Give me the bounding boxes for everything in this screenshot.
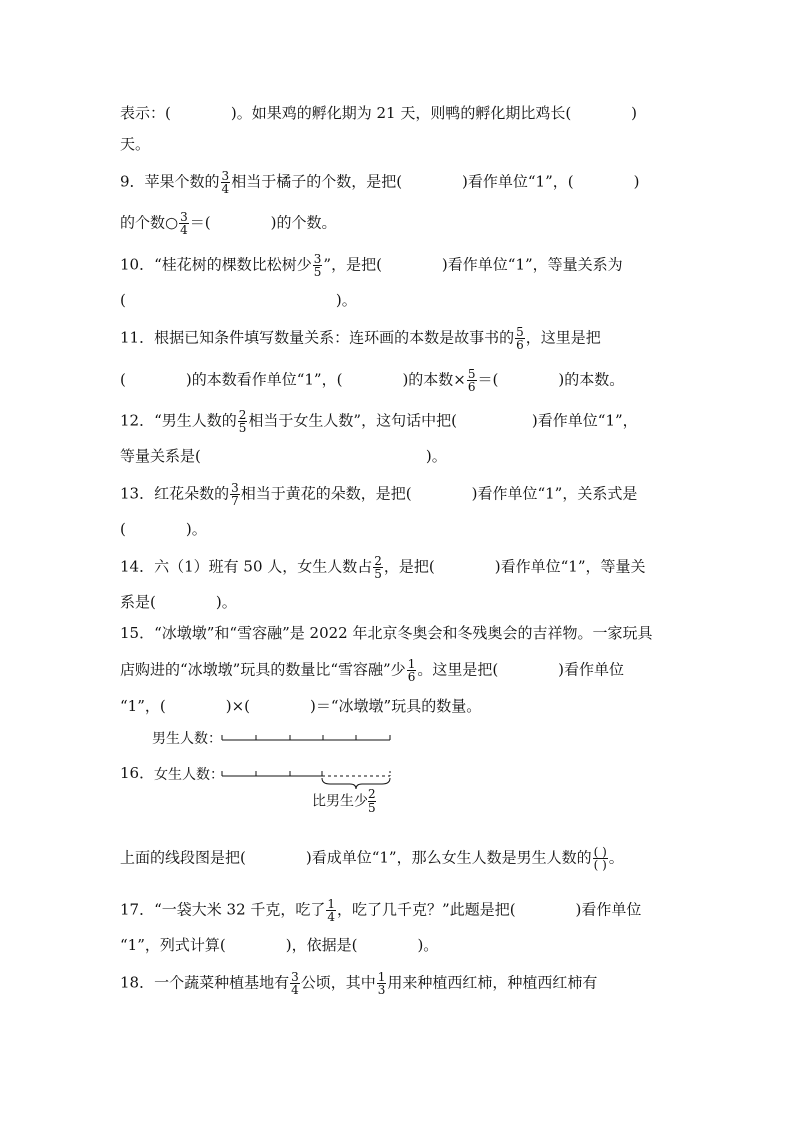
- numerator: 3: [221, 169, 230, 183]
- text: 17．“一袋大米 32 千克，吃了: [120, 900, 326, 919]
- text: ，这里是把: [525, 328, 601, 347]
- text: ( )的本数看作单位“1”，( )的本数×: [120, 370, 466, 389]
- text: 系是( )。: [120, 593, 237, 611]
- question-14-line-1: [120, 555, 646, 580]
- question-10-line-1: [120, 253, 623, 278]
- denominator: ( ): [593, 858, 607, 872]
- text: ，吃了几千克？”此题是把( )看作单位: [337, 900, 642, 919]
- denominator: 5: [313, 265, 322, 279]
- denominator: 4: [180, 223, 188, 237]
- fraction-5-6: [467, 368, 477, 393]
- text: 。: [608, 848, 624, 867]
- line-segment-diagram: [140, 722, 440, 822]
- numerator: 2: [238, 408, 247, 422]
- fraction-3-4: [290, 971, 300, 996]
- fraction-5-6: [515, 326, 525, 351]
- numerator: 3: [180, 210, 188, 224]
- numerator: 1: [407, 657, 416, 671]
- fraction-1-3: [377, 971, 387, 996]
- denominator: 5: [374, 567, 382, 581]
- denominator: 3: [377, 983, 386, 997]
- text: 上面的线段图是把( )看成单位“1”，那么女生人数是男生人数的: [120, 848, 592, 867]
- line-2: [120, 134, 150, 154]
- text: ＝( )的本数。: [477, 370, 625, 389]
- question-10-line-2: [120, 290, 357, 310]
- text: ”，是把( )看作单位“1”，等量关系为: [323, 255, 623, 274]
- denominator: 6: [407, 670, 416, 684]
- brace-label: [312, 788, 376, 815]
- question-15-line-1: [120, 623, 652, 643]
- question-17-line-1: [120, 898, 641, 923]
- fraction-2-5: [373, 555, 383, 580]
- question-9-line-2: [120, 211, 336, 236]
- question-9-line-1: [120, 170, 639, 195]
- numerator: 5: [516, 325, 524, 339]
- fraction-3-4: [179, 211, 189, 236]
- denominator: 4: [291, 983, 299, 997]
- numerator: 5: [467, 367, 476, 381]
- text: 15．“冰墩墩”和“雪容融”是 2022 年北京冬奥会和冬残奥会的吉祥物。一家玩具: [120, 624, 653, 642]
- text: 公顷，其中: [300, 973, 376, 992]
- text: 天。: [120, 135, 151, 153]
- text: 等量关系是( )。: [120, 447, 447, 465]
- numerator: 3: [231, 481, 239, 495]
- text: 11．根据已知条件填写数量关系：连环画的本数是故事书的: [120, 328, 515, 347]
- denominator: 5: [238, 421, 247, 435]
- segment-svg: [140, 722, 440, 822]
- question-12-line-1: [120, 409, 638, 434]
- fraction-1-6: [407, 658, 417, 683]
- fraction-3-7: [230, 482, 240, 507]
- text: 的个数○: [120, 213, 179, 232]
- text: 用来种植西红柿，种植西红柿有: [387, 973, 598, 992]
- denominator: 4: [327, 910, 336, 924]
- text: 13．红花朵数的: [120, 484, 230, 503]
- denominator: 6: [516, 338, 524, 352]
- text: 12．“男生人数的: [120, 411, 237, 430]
- text: 相当于女生人数”，这句话中把( )看作单位“1”，: [248, 411, 638, 430]
- denominator: 5: [368, 801, 376, 815]
- fraction-3-4: [221, 170, 231, 195]
- text: 14．六（1）班有 50 人，女生人数占: [120, 557, 373, 576]
- fraction-3-5: [313, 253, 323, 278]
- text: 店购进的“冰墩墩”玩具的数量比“雪容融”少: [120, 660, 406, 679]
- question-12-line-2: [120, 446, 447, 466]
- text: 相当于橘子的个数，是把( )看作单位“1”，( ): [231, 172, 640, 191]
- denominator: 7: [231, 494, 239, 508]
- fraction-1-4: [326, 898, 336, 923]
- numerator: 3: [313, 252, 322, 266]
- text: 10．“桂花树的棵数比松树少: [120, 255, 312, 274]
- text: 比男生少: [312, 793, 368, 810]
- question-13-line-2: [120, 519, 207, 539]
- question-15-line-3: [120, 696, 481, 716]
- question-18-line-1: [120, 971, 597, 996]
- text: “1”，列式计算( )，依据是( )。: [120, 936, 439, 954]
- numerator: ( ): [593, 845, 607, 859]
- numerator: 1: [377, 970, 386, 984]
- text: 18．一个蔬菜种植基地有: [120, 973, 290, 992]
- denominator: 4: [221, 182, 230, 196]
- question-13-line-1: [120, 482, 637, 507]
- blank-fraction: [593, 846, 608, 871]
- denominator: 6: [467, 380, 476, 394]
- text: 16．: [120, 764, 155, 782]
- numerator: 1: [327, 897, 336, 911]
- text: ，是把( )看作单位“1”，等量关: [383, 557, 646, 576]
- question-11-line-2: [120, 368, 624, 393]
- numerator: 2: [374, 554, 382, 568]
- text: 9．苹果个数的: [120, 172, 220, 191]
- question-15-line-2: [120, 658, 624, 683]
- numerator: 3: [291, 970, 299, 984]
- text: 相当于黄花的朵数，是把( )看作单位“1”，关系式是: [240, 484, 638, 503]
- question-14-line-2: [120, 592, 237, 612]
- girls-label: 女生人数：: [154, 767, 224, 783]
- text: “1”，( )×( )＝“冰墩墩”玩具的数量。: [120, 697, 482, 715]
- question-11-line-1: [120, 326, 601, 351]
- text: ( )。: [120, 520, 207, 538]
- numerator: 2: [368, 787, 376, 801]
- question-17-line-2: [120, 935, 438, 955]
- question-16-text: [120, 846, 624, 871]
- fraction-2-5: [368, 788, 376, 815]
- text: ＝( )的个数。: [189, 213, 337, 232]
- fraction-2-5: [238, 409, 248, 434]
- text: ( )。: [120, 291, 357, 309]
- text: 表示：( )。如果鸡的孵化期为 21 天，则鸭的孵化期比鸡长( ): [120, 104, 638, 122]
- text: 。这里是把( )看作单位: [417, 660, 625, 679]
- boys-label: 男生人数：: [152, 731, 222, 747]
- line-1: [120, 103, 637, 123]
